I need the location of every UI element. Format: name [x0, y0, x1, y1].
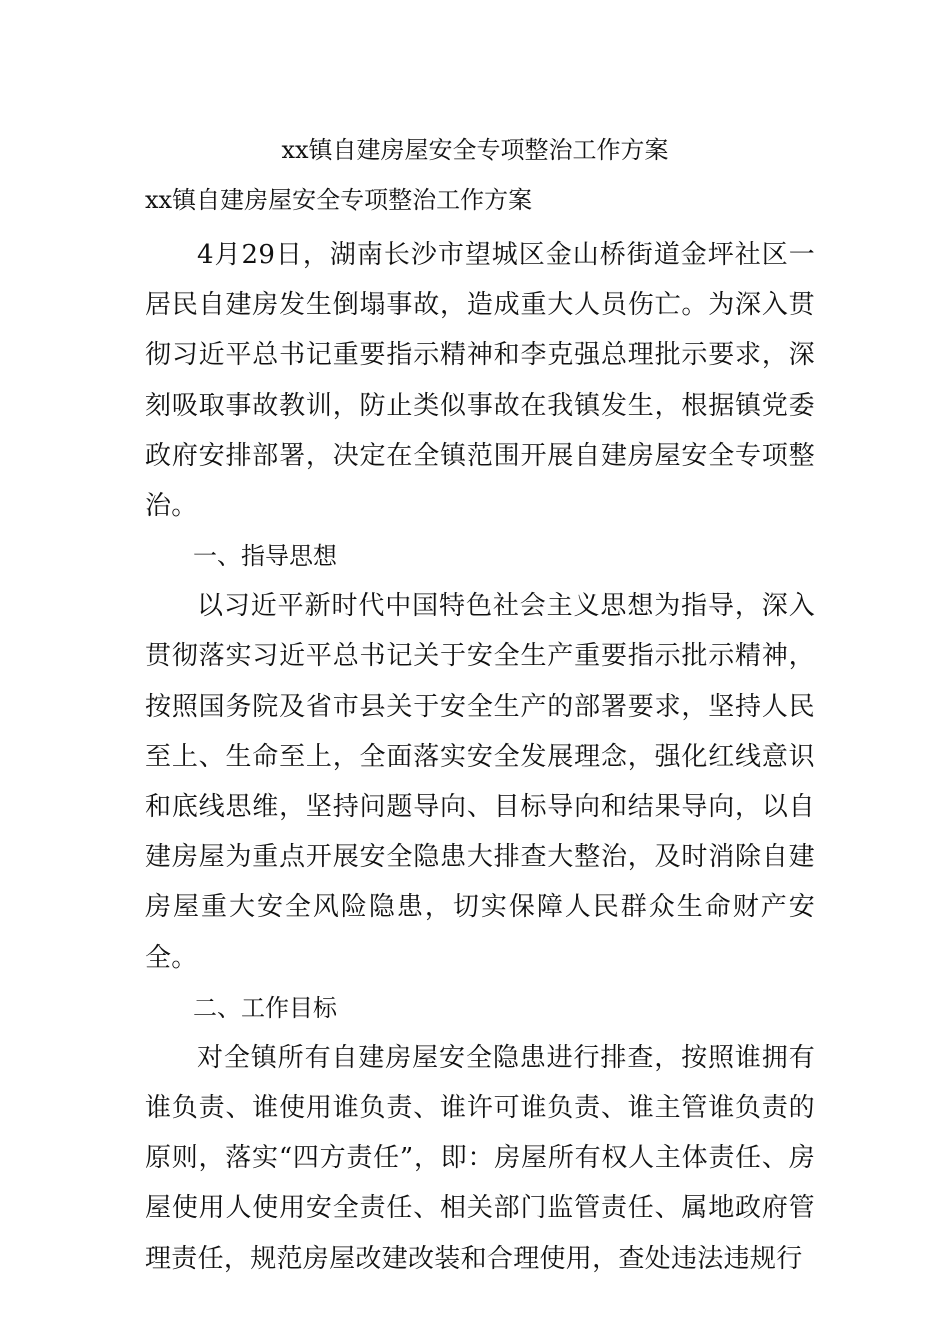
- section-heading-guiding-ideology: 一、指导思想: [193, 542, 337, 571]
- document-title: xx镇自建房屋安全专项整治工作方案: [281, 136, 669, 164]
- intro-paragraph: 4月29日，湖南长沙市望城区金山桥街道金坪社区一居民自建房发生倒塌事故，造成重大人员伤亡。为深入贯彻习近平总书记重要指示精神和李克强总理批示要求，深刻吸取事故教训，防止类似事故在我镇发生，根据镇党委政府安排部署，决定在全镇范围开展自建房屋安全专项整治。: [145, 240, 815, 522]
- section-paragraph-work-goals: 对全镇所有自建房屋安全隐患进行排查，按照谁拥有谁负责、谁使用谁负责、谁许可谁负责、谁主管谁负责的原则，落实“四方责任”，即：房屋所有权人主体责任、房屋使用人使用安全责任、相关部门监管责任、属地政府管理责任，规范房屋改建改装和合理使用，查处违法违规行: [145, 1042, 815, 1274]
- section-paragraph-guiding-ideology: 以习近平新时代中国特色社会主义思想为指导，深入贯彻落实习近平总书记关于安全生产重要指示批示精神，按照国务院及省市县关于安全生产的部署要求，坚持人民至上、生命至上，全面落实安全发展理念，强化红线意识和底线思维，坚持问题导向、目标导向和结果导向，以自建房屋为重点开展安全隐患大排查大整治，及时消除自建房屋重大安全风险隐患，切实保障人民群众生命财产安全。: [145, 591, 815, 973]
- document-body: [145, 230, 815, 1284]
- section-heading-work-goals: 二、工作目标: [193, 993, 337, 1022]
- document-subtitle: xx镇自建房屋安全专项整治工作方案: [145, 186, 533, 214]
